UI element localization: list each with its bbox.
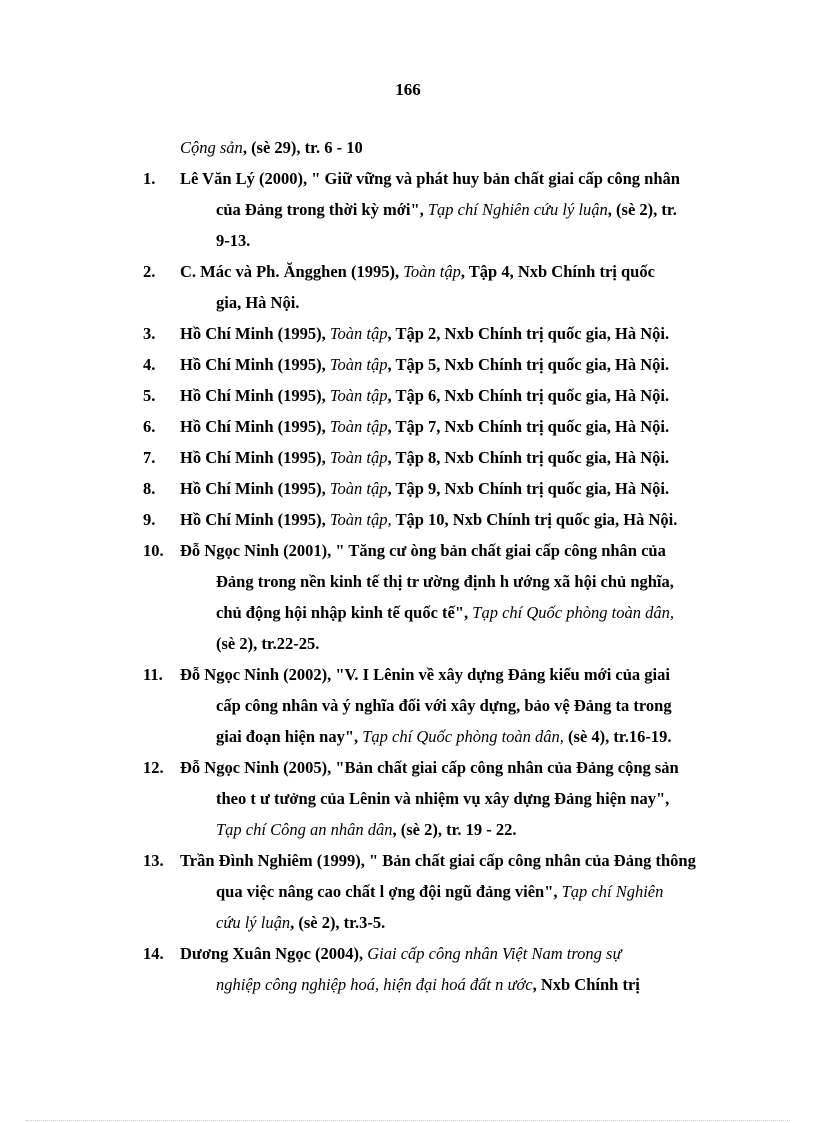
reference-line bbox=[180, 597, 735, 628]
reference-title-italic: Toàn tập bbox=[329, 417, 388, 436]
reference-entry bbox=[143, 256, 735, 318]
reference-number: 2. bbox=[143, 262, 156, 281]
reference-segment: Dương Xuân Ngọc (2004), bbox=[180, 944, 368, 963]
reference-text bbox=[180, 752, 735, 845]
reference-number: 11. bbox=[143, 665, 163, 684]
reference-line bbox=[180, 628, 735, 659]
reference-line bbox=[180, 566, 735, 597]
reference-number: 3. bbox=[143, 324, 156, 343]
reference-segment: Đỗ Ngọc Ninh (2002), "V. I Lênin về xây dựng Đảng kiểu mới của giai bbox=[180, 665, 670, 684]
reference-segment: Hồ Chí Minh (1995), bbox=[180, 479, 330, 498]
reference-line bbox=[180, 349, 735, 380]
reference-segment: (sè 4), tr.16-19. bbox=[563, 727, 672, 746]
reference-line bbox=[180, 473, 735, 504]
reference-entry bbox=[143, 411, 735, 442]
reference-text bbox=[180, 163, 735, 256]
reference-entry bbox=[143, 845, 735, 938]
reference-segment: Hồ Chí Minh (1995), bbox=[180, 417, 330, 436]
reference-title-italic: Toàn tập bbox=[329, 386, 388, 405]
page-bottom-divider bbox=[26, 1120, 790, 1121]
reference-entry bbox=[143, 442, 735, 473]
reference-number: 13. bbox=[143, 851, 164, 870]
reference-entry bbox=[143, 349, 735, 380]
reference-number: 14. bbox=[143, 944, 164, 963]
continuation-line bbox=[143, 132, 735, 163]
reference-entry bbox=[143, 318, 735, 349]
reference-number: 9. bbox=[143, 510, 156, 529]
reference-segment: , Tập 6, Nxb Chính trị quốc gia, Hà Nội. bbox=[387, 386, 670, 405]
reference-text bbox=[180, 504, 735, 535]
reference-title-italic: Toàn tập bbox=[329, 448, 388, 467]
reference-line bbox=[180, 783, 735, 814]
reference-entry bbox=[143, 535, 735, 659]
reference-title-italic: Toàn tập bbox=[403, 262, 461, 281]
reference-segment: Đảng trong nền kinh tế thị tr ường định h ướng xã hội chủ nghĩa, bbox=[216, 572, 674, 591]
reference-entry bbox=[143, 938, 735, 1000]
reference-number: 7. bbox=[143, 448, 156, 467]
reference-entry bbox=[143, 504, 735, 535]
reference-text bbox=[180, 256, 735, 318]
reference-segment: Đỗ Ngọc Ninh (2005), "Bản chất giai cấp công nhân của Đảng cộng sản bbox=[180, 758, 679, 777]
reference-line bbox=[180, 690, 735, 721]
reference-segment: , Tập 5, Nxb Chính trị quốc gia, Hà Nội. bbox=[387, 355, 670, 374]
reference-title-italic: Toàn tập bbox=[329, 355, 388, 374]
reference-line bbox=[180, 876, 735, 907]
reference-entry bbox=[143, 659, 735, 752]
reference-segment: , Tập 8, Nxb Chính trị quốc gia, Hà Nội. bbox=[387, 448, 670, 467]
reference-number: 8. bbox=[143, 479, 156, 498]
reference-line bbox=[180, 721, 735, 752]
reference-segment: C. Mác và Ph. Ăngghen (1995), bbox=[180, 262, 404, 281]
reference-entry bbox=[143, 163, 735, 256]
reference-number: 4. bbox=[143, 355, 156, 374]
reference-entry bbox=[143, 473, 735, 504]
reference-line bbox=[180, 225, 735, 256]
reference-segment: chủ động hội nhập kinh tế quốc tế", bbox=[216, 603, 473, 622]
reference-entry bbox=[143, 380, 735, 411]
reference-line bbox=[180, 814, 735, 845]
reference-segment: , Tập 9, Nxb Chính trị quốc gia, Hà Nội. bbox=[387, 479, 670, 498]
reference-segment: Hồ Chí Minh (1995), bbox=[180, 448, 330, 467]
reference-title-italic: Tạp chí Nghiên cứu lý luận bbox=[427, 200, 608, 219]
reference-title-italic: Tạp chí Quốc phòng toàn dân, bbox=[472, 603, 674, 622]
reference-segment: , Tập 7, Nxb Chính trị quốc gia, Hà Nội. bbox=[387, 417, 670, 436]
continuation-rest: , (sè 29), tr. 6 - 10 bbox=[242, 138, 363, 157]
reference-line bbox=[180, 411, 735, 442]
reference-line bbox=[180, 845, 735, 876]
reference-title-italic: nghiệp công nghiệp hoá, hiện đại hoá đất n ước bbox=[216, 975, 533, 994]
reference-segment: gia, Hà Nội. bbox=[216, 293, 300, 312]
reference-segment: , Tập 2, Nxb Chính trị quốc gia, Hà Nội. bbox=[387, 324, 670, 343]
reference-line bbox=[180, 287, 735, 318]
reference-segment: 9-13. bbox=[216, 231, 251, 250]
reference-segment: Hồ Chí Minh (1995), bbox=[180, 510, 330, 529]
reference-segment: giai đoạn hiện nay", bbox=[216, 727, 363, 746]
reference-title-italic: Toàn tập bbox=[329, 324, 388, 343]
reference-segment: cấp công nhân và ý nghĩa đối với xây dựng, bảo vệ Đảng ta trong bbox=[216, 696, 672, 715]
reference-title-italic: Toàn tập bbox=[329, 479, 388, 498]
reference-list bbox=[143, 132, 735, 1000]
reference-text bbox=[180, 938, 735, 1000]
reference-line bbox=[180, 380, 735, 411]
reference-segment: theo t ư tưởng của Lênin và nhiệm vụ xây dựng Đảng hiện nay", bbox=[216, 789, 670, 808]
reference-number: 1. bbox=[143, 169, 156, 188]
reference-segment: (sè 2), tr.22-25. bbox=[216, 634, 320, 653]
reference-line bbox=[180, 938, 735, 969]
reference-line bbox=[180, 163, 735, 194]
reference-segment: Lê Văn Lý (2000), " Giữ vững và phát huy bản chất giai cấp công nhân bbox=[180, 169, 680, 188]
reference-title-italic: Giai cấp công nhân Việt Nam trong sự bbox=[367, 944, 622, 963]
reference-text bbox=[180, 318, 735, 349]
reference-entry bbox=[143, 752, 735, 845]
reference-text bbox=[180, 845, 735, 938]
reference-segment: Hồ Chí Minh (1995), bbox=[180, 324, 330, 343]
reference-title-italic: Tạp chí Công an nhân dân bbox=[216, 820, 393, 839]
reference-segment: Hồ Chí Minh (1995), bbox=[180, 355, 330, 374]
reference-segment: Trần Đình Nghiêm (1999), " Bản chất giai cấp công nhân của Đảng thông bbox=[180, 851, 696, 870]
reference-segment: , (sè 2), tr. 19 - 22. bbox=[392, 820, 517, 839]
reference-segment: Đỗ Ngọc Ninh (2001), " Tăng cư òng bản chất giai cấp công nhân của bbox=[180, 541, 666, 560]
reference-text bbox=[180, 411, 735, 442]
reference-line bbox=[180, 752, 735, 783]
reference-title-italic: Toàn tập, bbox=[329, 510, 392, 529]
reference-number: 10. bbox=[143, 541, 164, 560]
reference-entries bbox=[143, 163, 735, 1000]
reference-text bbox=[180, 535, 735, 659]
reference-segment: của Đảng trong thời kỳ mới", bbox=[216, 200, 428, 219]
reference-segment: , (sè 2), tr.3-5. bbox=[290, 913, 386, 932]
reference-number: 6. bbox=[143, 417, 156, 436]
reference-line bbox=[180, 318, 735, 349]
reference-line bbox=[180, 907, 735, 938]
reference-title-italic: Tạp chí Quốc phòng toàn dân, bbox=[362, 727, 564, 746]
reference-segment: , (sè 2), tr. bbox=[607, 200, 677, 219]
reference-line bbox=[180, 442, 735, 473]
reference-segment: qua việc nâng cao chất l ợng đội ngũ đảng viên", bbox=[216, 882, 562, 901]
reference-line bbox=[180, 535, 735, 566]
reference-line bbox=[180, 256, 735, 287]
reference-text bbox=[180, 349, 735, 380]
reference-segment: Tập 10, Nxb Chính trị quốc gia, Hà Nội. bbox=[391, 510, 678, 529]
reference-text bbox=[180, 659, 735, 752]
reference-segment: , Tập 4, Nxb Chính trị quốc bbox=[460, 262, 655, 281]
reference-text bbox=[180, 473, 735, 504]
reference-line bbox=[180, 969, 735, 1000]
reference-line bbox=[180, 659, 735, 690]
reference-text bbox=[180, 380, 735, 411]
reference-number: 12. bbox=[143, 758, 164, 777]
reference-number: 5. bbox=[143, 386, 156, 405]
reference-line bbox=[180, 504, 735, 535]
reference-title-italic: Tạp chí Nghiên bbox=[561, 882, 664, 901]
reference-segment: Hồ Chí Minh (1995), bbox=[180, 386, 330, 405]
page-number: 166 bbox=[395, 80, 421, 99]
continuation-italic: Cộng sản bbox=[180, 138, 243, 157]
reference-line bbox=[180, 194, 735, 225]
reference-text bbox=[180, 442, 735, 473]
reference-segment: , Nxb Chính trị bbox=[532, 975, 640, 994]
reference-title-italic: cứu lý luận bbox=[216, 913, 291, 932]
